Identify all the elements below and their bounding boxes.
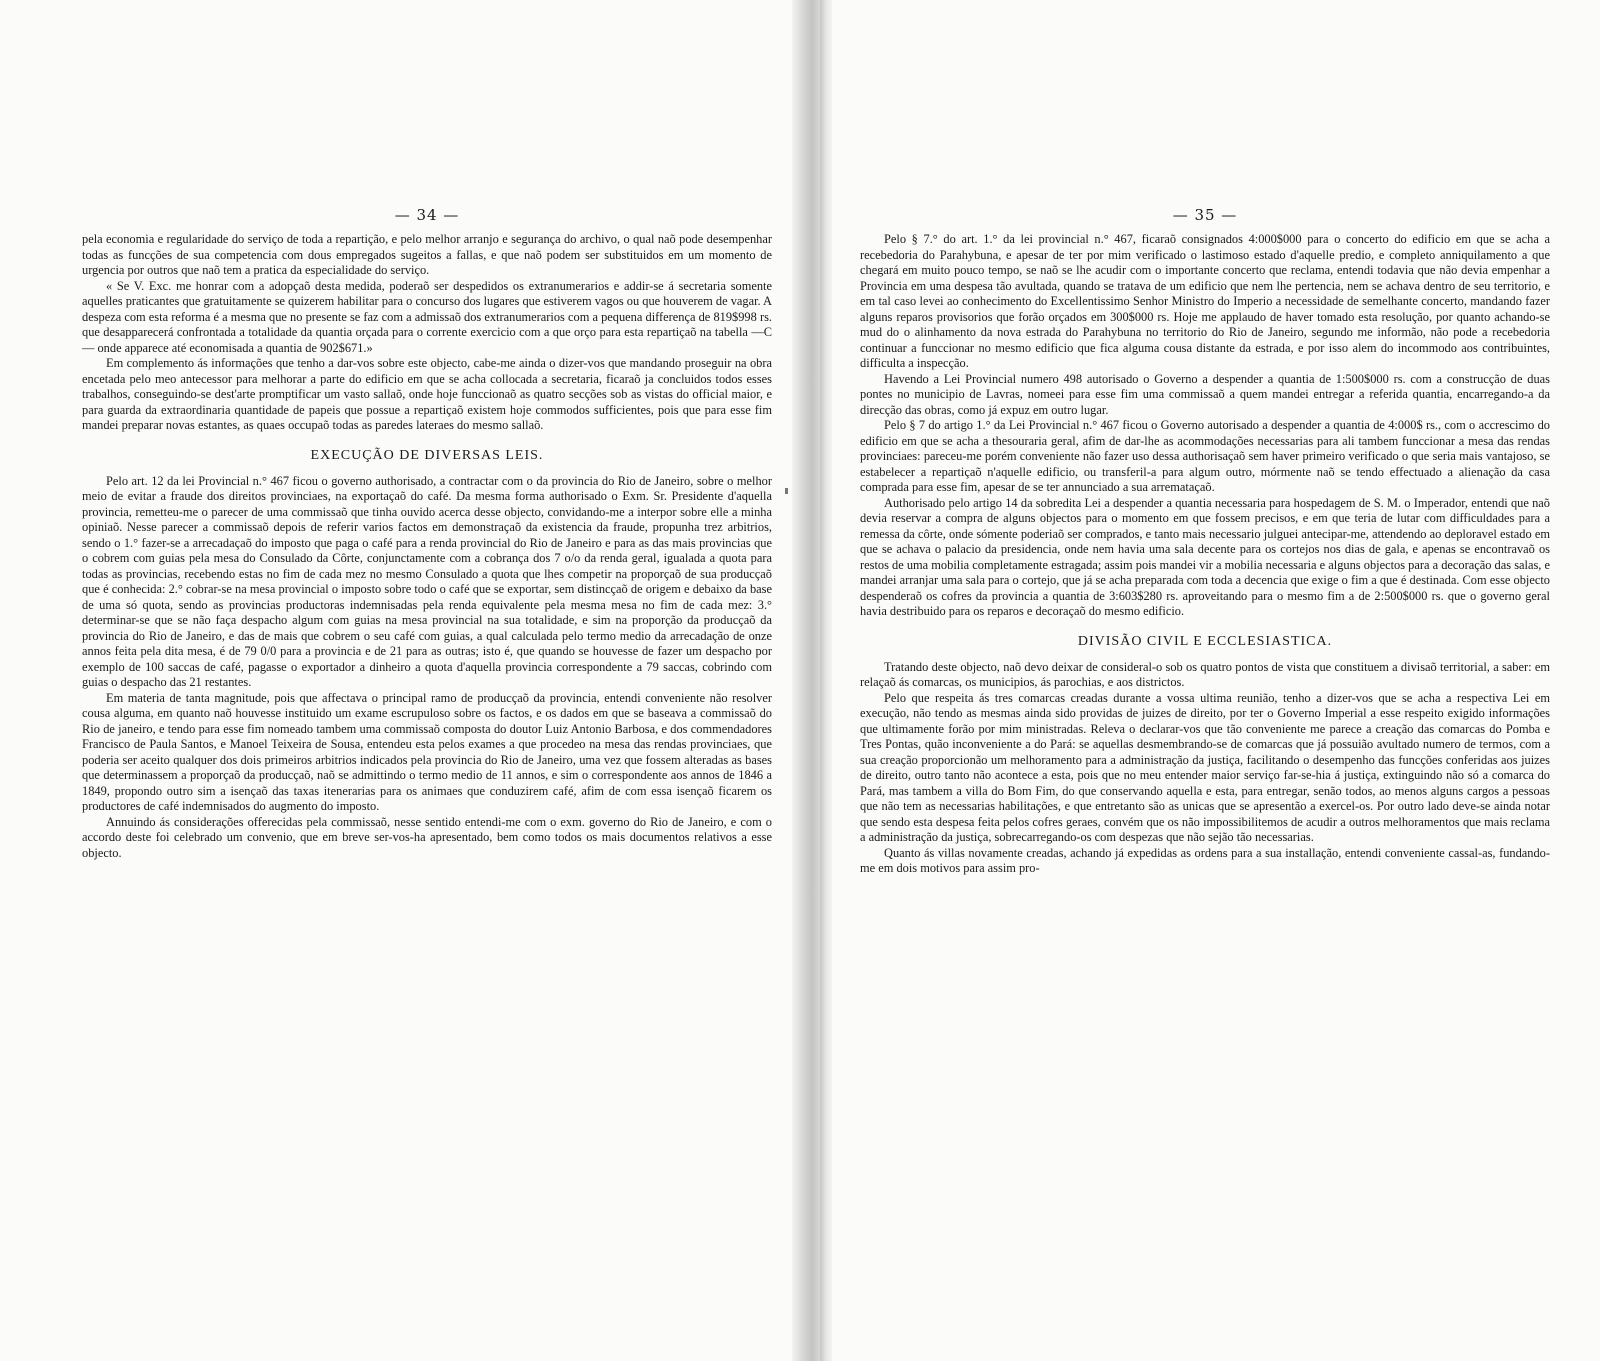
- paragraph: Pelo art. 12 da lei Provincial n.° 467 ficou o governo authorisado, a contractar com o da provincia do Rio de Janeiro, sobre o melhor meio de evitar a fraude dos direitos provinciaes, na exportaçaõ do café. Da mesma forma authorisado o Exm. Sr. Presidente d'aquella provincia, remetteu-me o parecer de uma commissaõ que tinha ouvido acerca desse objecto, convidando-me a interpor sobre elle a minha opiniaõ. Nesse parecer a commissaõ depois de referir varios factos em demonstraçaõ da existencia da fraude, propunha trez arbitrios, sendo o 1.° fazer-se a arrecadaçaõ do imposto que paga o café para a renda provincial do Rio de Janeiro e para as das mais provincias que o cobrem com guias pela mesa do Consulado da Côrte, conjunctamente com a cobrança dos 7 o/o da renda geral, igualada a quota para todas as provincias, recebendo estas no fim de cada mez no mesmo Consulado a quota que lhes competir na proporçaõ de sua producçaõ que é conhecida: 2.° cobrar-se na mesa provincial o imposto sobre todo o café que se exportar, sem distincçaõ de origem e debaixo da base de uma só quota, sendo as provincias productoras indemnisadas pela renda equivalente pela mesma mesa no fim de cada mez: 3.° determinar-se que se não faça despacho algum com guias na mesa provincial na sua totalidade, e sim na proporção da producçaõ da provincia do Rio de Janeiro, e das de mais que cobrem o seu café com guias, a qual calculada pelo termo medio da arrecadação de onze annos feita pela dita mesa, é de 79 0/0 para a provincia e de 21 para as outras; isto é, que quando se houvesse de fazer um despacho por exemplo de 100 saccas de café, pagasse o exportador a dinheiro a quota d'aquella provincia correspondente a 79 saccas, cobrindo com guias o despacho das 21 restantes.: [82, 473, 772, 689]
- paragraph: Em complemento ás informações que tenho a dar-vos sobre este objecto, cabe-me ainda o dizer-vos que mandando proseguir na obra encetada pelo meo antecessor para melhorar a parte do edificio em que se acha collocada a secretaria, ficaraõ ja concluidos todos esses trabalhos, conseguindo-se dest'arte promptificar um vasto sallaõ, onde hoje funccionaõ as quatro secções sob as vistas do official maior, e para guarda da extraordinaria quantidade de papeis que possue a repartiçaõ existem hoje commodos sufficientes, pois que para esse fim mandei preparar novas estantes, as quaes occupaõ todas as paredes lateraes do mesmo sallaõ.: [82, 356, 772, 432]
- scan-speck: [785, 488, 788, 494]
- left-page: [82, 206, 772, 861]
- paragraph: Pelo § 7.° do art. 1.° da lei provincial n.° 467, ficaraõ consignados 4:000$000 para o concerto do edificio em que se acha a recebedoria do Parahybuna, e apesar de ter por mim verificado o lastimoso estado d'aquelle predio, e completo anniquilamento a que chegará em muito pouco tempo, se naõ se lhe acudir com o importante concerto que reclama, entendi todavia que não devia empenhar a Provincia em uma despesa tão avultada, quando se tratava de um edificio que nem lhe pertencia, nem se achava dentro de seu territorio, e em tal caso levei ao conhecimento do Excellentissimo Senhor Ministro do Imperio a necessidade de semelhante concerto, mandando fazer alguns reparos provisorios que forão orçados em 300$000 rs. Hoje me applaudo de haver tomado esta resolução, por quanto achando-se mud do o alinhamento da nova estrada do Parahybuna no territorio do Rio de Janeiro, segundo me informão, não pode a recebedoria continuar a funccionar no mesmo edificio que fica alguma cousa distante da estrada, e por isso alem do incommodo aos contribuintes, difficulta a inspecção.: [860, 232, 1550, 370]
- paragraph: Annuindo ás considerações offerecidas pela commissaõ, nesse sentido entendi-me com o exm. governo do Rio de Janeiro, e com o accordo deste foi celebrado um convenio, que em breve ser-vos-ha apresentado, bem como todos os mais documentos relativos a esse objecto.: [82, 814, 772, 860]
- paragraph: « Se V. Exc. me honrar com a adopçaõ desta medida, poderaõ ser despedidos os extranumerarios e addir-se á secretaria somente aquelles praticantes que gratuitamente se quizerem habilitar para o concurso dos lugares que estiverem vagos ou que houverem de vagar. A despeza com esta reforma é a mesma que no presente se faz com a admissaõ dos extranumerarios com a pequena differença de 819$998 rs. que desapparecerá confrontada a totalidade da quantia orçada para o corrente exercicio com a que orço para esta repartiçaõ na tabella —C— onde apparece até economisada a quantia de 902$671.»: [82, 278, 772, 355]
- page-edge-shadow: [820, 0, 826, 1361]
- book-gutter: [792, 0, 832, 1361]
- page-number-right: — 35 —: [1172, 206, 1238, 224]
- section-heading-execucao: EXECUÇÃO DE DIVERSAS LEIS.: [310, 447, 544, 463]
- paragraph: Pelo § 7 do artigo 1.° da Lei Provincial n.° 467 ficou o Governo autorisado a despender a quantia de 4:000$ rs., com o accrescimo do edificio em que se acha a thesouraria geral, afim de dar-lhe as acommodações necessarias para ali tambem funccionar a mesa das rendas provinciaes: pareceu-me porém conveniente não fazer uso dessa authorisaçaõ sem haver primeiro verificado o que seria mais vantajoso, se estabelecer a repartiçaõ n'aquelle edificio, ou transferil-a para algum outro, mórmente naõ se tendo effectuado a alienação da casa comprada para esse fim, apesar de se ter annunciado a sua arremataçaõ.: [860, 418, 1550, 494]
- paragraph: Pelo que respeita ás tres comarcas creadas durante a vossa ultima reunião, tenho a dizer-vos que se acha a respectiva Lei em execução, não tendo as mesmas ainda sido providas de juizes de direito, por ter o Governo Imperial a esse respeito exigido informações que ultimamente forão por mim ministradas. Releva o declarar-vos que tão conveniente me parece a creação das comarcas do Pomba e Tres Pontas, quão inconveniente a do Pará: se aquellas desmembrando-se de comarcas que já possuião avultado numero de termos, com a sua creação proporcionão um melhoramento para a administração da justiça, facilitando o desempenho das funcções conferidas aos juizes de direito, outro tanto não acontece a esta, pois que no meu entender maior serviço far-se-hia á justiça, extinguindo não só a comarca do Pará, mas tambem a villa do Bom Fim, do que conservando aquella e esta, para entregar, senão todos, ao menos alguns cargos a pessoas que não tem as necessarias habilitações, e que entretanto são as unicas que se apresentão a exercel-os. Por outro lado deve-se ainda notar que sendo esta despesa feita pelos cofres geraes, convém que os não impossibilitemos de acudir a outros melhoramentos que mais reclama a administração da justiça, sobrecarregando-os com despezas que não sejão tão necessarias.: [860, 690, 1550, 844]
- paragraph: Em materia de tanta magnitude, pois que affectava o principal ramo de producçaõ da provincia, entendi conveniente não resolver cousa alguma, em quanto naõ houvesse instituido um exame escrupuloso sobre os factos, e os dados em que se baseava a commissaõ do Rio de janeiro, e tendo para esse fim nomeado tambem uma commissaõ composta do doutor Luiz Antonio Barbosa, e dos commendadores Francisco de Paula Santos, e Manoel Teixeira de Sousa, entendeu esta pelos exames a que procedeo na mesa das rendas provinciaes, que poderia ser aceito qualquer dos dois primeiros arbitrios indicados pela provincia do Rio de Janeiro, uma vez que fossem alteradas as bases que determinassem a proporçaõ da producçaõ, naõ se admittindo o termo medio de 11 annos, e sim o correspondente aos annos de 1846 a 1849, propondo outro sim a isençaõ das taxas itenerarias para os animaes que conduzirem café, afim de com essa isençaõ ficarem os productores de café indemnisados do augmento do imposto.: [82, 690, 772, 813]
- right-page: [860, 206, 1550, 877]
- page-number-left: — 34 —: [394, 206, 460, 224]
- section-heading-divisao: DIVISÃO CIVIL E ECCLESIASTICA.: [1077, 633, 1333, 649]
- paragraph: Authorisado pelo artigo 14 da sobredita Lei a despender a quantia necessaria para hospedagem de S. M. o Imperador, entendi que naõ devia reservar a compra de alguns objectos para o momento em que fossem precisos, e em que teria de lutar com difficuldades para a remessa da côrte, onde sómente poderiaõ ser comprados, e tanto mais necessario julguei antecipar-me, attendendo ao deploravel estado em que se achava o palacio da presidencia, onde nem havia uma sala decente para os cortejos nos dias de gala, e apenas se encontravaõ os restos de uma mobilia completamente estragada; assim pois mandei vir a mobilia necessaria e alguns objectos para a decoração das salas, e mandei arranjar uma sala para o cortejo, que já se acha preparada com toda a decencia que exige o fim a que é destinada. Com esse objecto despenderaõ os cofres da provincia a quantia de 3:603$280 rs. aproveitando para o mesmo fim a de 2:500$000 rs. que o governo geral havia destribuido para os reparos e decoraçaõ do mesmo edificio.: [860, 495, 1550, 618]
- paragraph: Havendo a Lei Provincial numero 498 autorisado o Governo a despender a quantia de 1:500$000 rs. com a construcção de duas pontes no municipio de Lavras, nomeei para esse fim uma commissaõ a quem mandei entregar a referida quantia, encarregando-a da direcção das obras, como já expuz em outro lugar.: [860, 371, 1550, 417]
- paragraph: Quanto ás villas novamente creadas, achando já expedidas as ordens para a sua installação, entendi conveniente cassal-as, fundando-me em dois motivos para assim pro-: [860, 845, 1550, 875]
- paragraph: pela economia e regularidade do serviço de toda a repartição, e pelo melhor arranjo e segurança do archivo, o qual naõ pode desempenhar todas as funcções de sua competencia com dous empregados sugeitos a fallas, e que naõ podem ser substituidos em um momento de urgencia por outros que naõ tem a pratica da especialidade do serviço.: [82, 232, 772, 277]
- paragraph: Tratando deste objecto, naõ devo deixar de consideral-o sob os quatro pontos de vista que constituem a divisaõ territorial, a saber: em relaçaõ ás comarcas, os municipios, ás parochias, e aos districtos.: [860, 659, 1550, 689]
